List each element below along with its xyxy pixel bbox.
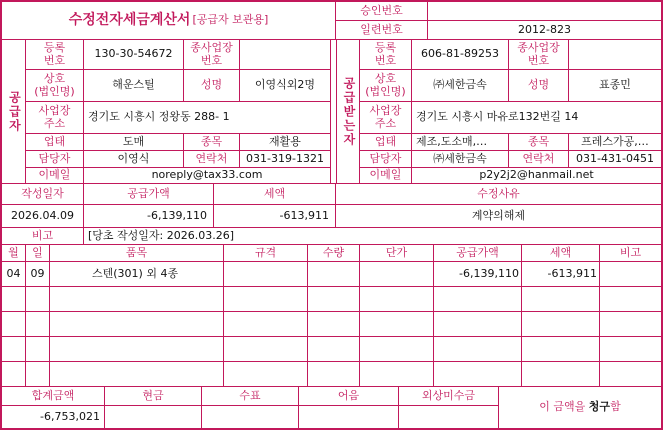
row1-remark bbox=[600, 262, 661, 287]
items-header-item: 품목 bbox=[50, 245, 224, 262]
row1-unitprice bbox=[360, 262, 434, 287]
supplier-biztype: 도매 bbox=[84, 134, 184, 151]
supplier-company: 해운스틸 bbox=[84, 70, 184, 102]
invoice-title: 수정전자세금계산서 bbox=[68, 12, 191, 29]
supplier-ceo: 이영식외2명 bbox=[240, 70, 331, 102]
tax-label: 세액 bbox=[214, 184, 336, 205]
note-value: [당초 작성일자: 2026.03.26] bbox=[84, 228, 661, 245]
row5-remark bbox=[600, 362, 661, 387]
row5-qty bbox=[308, 362, 360, 387]
supplier-reg-label: 등록 번호 bbox=[26, 40, 84, 70]
supply-value: -6,139,110 bbox=[84, 205, 214, 228]
date-label: 작성일자 bbox=[2, 184, 84, 205]
note-bill-label: 어음 bbox=[299, 387, 399, 406]
row3-remark bbox=[600, 312, 661, 337]
serial-label: 일련번호 bbox=[336, 21, 428, 40]
supplier-branch-no bbox=[240, 40, 331, 70]
supplier-branch-label: 종사업장 번호 bbox=[184, 40, 240, 70]
row4-spec bbox=[224, 337, 308, 362]
row1-supply: -6,139,110 bbox=[434, 262, 522, 287]
note-label: 비고 bbox=[2, 228, 84, 245]
approval-value bbox=[428, 2, 661, 21]
claim-prefix: 이 금액을 bbox=[539, 400, 589, 414]
row2-item bbox=[50, 287, 224, 312]
buyer-bizitem-label: 종목 bbox=[509, 134, 569, 151]
row3-item bbox=[50, 312, 224, 337]
buyer-reg-no: 606-81-89253 bbox=[412, 40, 509, 70]
buyer-ceo-label: 성명 bbox=[509, 70, 569, 102]
row2-unitprice bbox=[360, 287, 434, 312]
buyer-contact-label: 담당자 bbox=[360, 151, 412, 168]
items-header-tax: 세액 bbox=[522, 245, 600, 262]
reason-value: 계약의해제 bbox=[336, 205, 661, 228]
supplier-ceo-label: 성명 bbox=[184, 70, 240, 102]
row1-spec bbox=[224, 262, 308, 287]
supplier-phone-label: 연락처 bbox=[184, 151, 240, 168]
items-header-qty: 수량 bbox=[308, 245, 360, 262]
buyer-biztype: 제조,도소매,… bbox=[412, 134, 509, 151]
row5-tax bbox=[522, 362, 600, 387]
total-value: -6,753,021 bbox=[2, 406, 105, 428]
buyer-branch-label: 종사업장 번호 bbox=[509, 40, 569, 70]
row3-month bbox=[2, 312, 26, 337]
items-header-spec: 규격 bbox=[224, 245, 308, 262]
row4-qty bbox=[308, 337, 360, 362]
row1-item: 스텐(301) 외 4종 bbox=[50, 262, 224, 287]
buyer-company-label: 상호 (법인명) bbox=[360, 70, 412, 102]
buyer-reg-label: 등록 번호 bbox=[360, 40, 412, 70]
row2-spec bbox=[224, 287, 308, 312]
cash-label: 현금 bbox=[105, 387, 202, 406]
supplier-biztype-label: 업태 bbox=[26, 134, 84, 151]
supplier-contact: 이영식 bbox=[84, 151, 184, 168]
row3-tax bbox=[522, 312, 600, 337]
row5-day bbox=[26, 362, 50, 387]
row4-tax bbox=[522, 337, 600, 362]
supplier-address: 경기도 시흥시 정왕동 288- 1 bbox=[84, 102, 331, 134]
check-value bbox=[202, 406, 299, 428]
items-header-supply: 공급가액 bbox=[434, 245, 522, 262]
supplier-company-label: 상호 (법인명) bbox=[26, 70, 84, 102]
row5-item bbox=[50, 362, 224, 387]
tax-value: -613,911 bbox=[214, 205, 336, 228]
claim-suffix: 함 bbox=[610, 400, 621, 414]
claim-statement bbox=[499, 387, 661, 428]
section-gap bbox=[331, 40, 336, 184]
buyer-company: ㈜세한금속 bbox=[412, 70, 509, 102]
row3-qty bbox=[308, 312, 360, 337]
note-bill-value bbox=[299, 406, 399, 428]
serial-value: 2012-823 bbox=[428, 21, 661, 40]
row1-qty bbox=[308, 262, 360, 287]
row3-supply bbox=[434, 312, 522, 337]
row5-supply bbox=[434, 362, 522, 387]
invoice-subtitle: [공급자 보관용] bbox=[192, 13, 269, 27]
row2-month bbox=[2, 287, 26, 312]
row1-tax: -613,911 bbox=[522, 262, 600, 287]
row3-spec bbox=[224, 312, 308, 337]
items-header-month: 월 bbox=[2, 245, 26, 262]
supplier-bizitem-label: 종목 bbox=[184, 134, 240, 151]
supplier-email: noreply@tax33.com bbox=[84, 168, 331, 184]
buyer-email: p2y2j2@hanmail.net bbox=[412, 168, 661, 184]
buyer-branch-no bbox=[569, 40, 661, 70]
row2-tax bbox=[522, 287, 600, 312]
supplier-side-label: 공급자 bbox=[2, 40, 26, 184]
supply-label: 공급가액 bbox=[84, 184, 214, 205]
reason-label: 수정사유 bbox=[336, 184, 661, 205]
approval-label: 승인번호 bbox=[336, 2, 428, 21]
row4-day bbox=[26, 337, 50, 362]
items-header-day: 일 bbox=[26, 245, 50, 262]
buyer-ceo: 표종민 bbox=[569, 70, 661, 102]
credit-value bbox=[399, 406, 499, 428]
supplier-bizitem: 재활용 bbox=[240, 134, 331, 151]
row5-spec bbox=[224, 362, 308, 387]
supplier-contact-label: 담당자 bbox=[26, 151, 84, 168]
buyer-phone: 031-431-0451 bbox=[569, 151, 661, 168]
row4-unitprice bbox=[360, 337, 434, 362]
row3-unitprice bbox=[360, 312, 434, 337]
buyer-side-label: 공급받는자 bbox=[336, 40, 360, 184]
row3-day bbox=[26, 312, 50, 337]
supplier-reg-no: 130-30-54672 bbox=[84, 40, 184, 70]
invoice-title-cell bbox=[2, 2, 336, 40]
buyer-email-label: 이메일 bbox=[360, 168, 412, 184]
row2-day bbox=[26, 287, 50, 312]
row2-supply bbox=[434, 287, 522, 312]
row4-supply bbox=[434, 337, 522, 362]
row5-month bbox=[2, 362, 26, 387]
claim-word: 청구 bbox=[588, 400, 611, 414]
supplier-address-label: 사업장 주소 bbox=[26, 102, 84, 134]
credit-label: 외상미수금 bbox=[399, 387, 499, 406]
cash-value bbox=[105, 406, 202, 428]
row2-qty bbox=[308, 287, 360, 312]
row5-unitprice bbox=[360, 362, 434, 387]
buyer-phone-label: 연락처 bbox=[509, 151, 569, 168]
buyer-contact: ㈜세한금속 bbox=[412, 151, 509, 168]
row4-remark bbox=[600, 337, 661, 362]
buyer-biztype-label: 업태 bbox=[360, 134, 412, 151]
row2-remark bbox=[600, 287, 661, 312]
buyer-address-label: 사업장 주소 bbox=[360, 102, 412, 134]
check-label: 수표 bbox=[202, 387, 299, 406]
row4-item bbox=[50, 337, 224, 362]
row1-day: 09 bbox=[26, 262, 50, 287]
buyer-address: 경기도 시흥시 마유로132번길 14 bbox=[412, 102, 661, 134]
buyer-bizitem: 프레스가공,… bbox=[569, 134, 661, 151]
total-label: 합계금액 bbox=[2, 387, 105, 406]
supplier-phone: 031-319-1321 bbox=[240, 151, 331, 168]
row4-month bbox=[2, 337, 26, 362]
row1-month: 04 bbox=[2, 262, 26, 287]
items-header-unitprice: 단가 bbox=[360, 245, 434, 262]
items-header-remark: 비고 bbox=[600, 245, 661, 262]
supplier-email-label: 이메일 bbox=[26, 168, 84, 184]
date-value: 2026.04.09 bbox=[2, 205, 84, 228]
